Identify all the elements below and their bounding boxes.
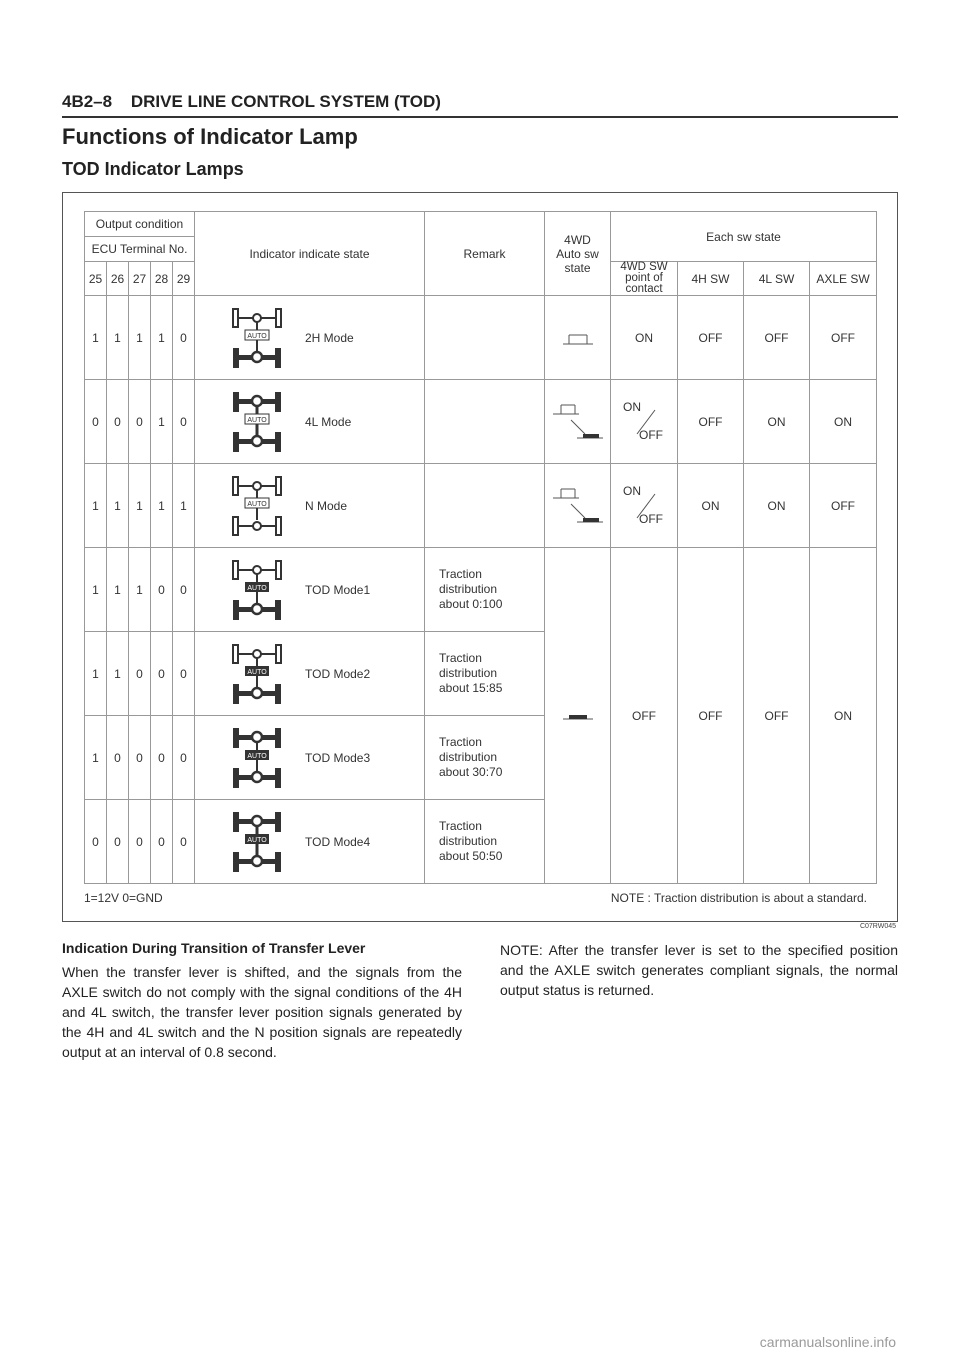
watermark: carmanualsonline.info [759, 1334, 896, 1350]
bit-cell: 1 [85, 716, 107, 800]
remark-line: Traction [439, 567, 482, 581]
bit-cell: 0 [129, 380, 151, 464]
4h-sw-cell: OFF [678, 296, 744, 380]
remark-line: about 15:85 [439, 681, 503, 695]
bit-cell: 0 [173, 632, 195, 716]
remark-line: distribution [439, 834, 498, 848]
section-title: DRIVE LINE CONTROL SYSTEM (TOD) [130, 92, 441, 111]
remark-line: distribution [439, 582, 498, 596]
4h-sw-cell: OFF [678, 548, 744, 884]
contact-line1: 4WD SW [620, 261, 668, 273]
bit-cell: 0 [85, 380, 107, 464]
table-row [85, 464, 877, 548]
auto-sw-cell [545, 548, 611, 884]
figure-code: C07RW045 [859, 923, 896, 930]
4wd-indicator-icon [231, 306, 283, 370]
bit-cell: 1 [85, 632, 107, 716]
remark-line: Traction [439, 651, 482, 665]
axle-sw-cell: OFF [810, 296, 877, 380]
bit-cell: 0 [107, 800, 129, 884]
page-header [62, 92, 441, 112]
4l-sw-cell: OFF [744, 296, 810, 380]
contact-cell: ON [611, 296, 678, 380]
4h-sw-cell: ON [678, 464, 744, 548]
4wd-auto-indicator-icon [231, 642, 283, 706]
page-title: Functions of Indicator Lamp [62, 124, 358, 149]
ecu-terminal-header: ECU Terminal No. [85, 237, 195, 262]
4wd-auto-indicator-icon [231, 726, 283, 790]
indicator-table-figure [62, 192, 898, 922]
auto-sw-state-header [545, 212, 611, 296]
header-rule [62, 116, 898, 118]
axle-sw-cell: ON [810, 380, 877, 464]
auto-sw-cell [545, 296, 611, 380]
switch-on-symbol [561, 710, 595, 722]
remark-header: Remark [425, 212, 545, 296]
indicator-state-header: Indicator indicate state [195, 212, 425, 296]
bit-cell: 0 [173, 548, 195, 632]
bit-cell: 1 [151, 380, 173, 464]
remark-cell [425, 716, 545, 800]
4wd-auto-indicator-icon [231, 810, 283, 874]
switch-off-symbol [561, 330, 595, 346]
mode-label: 2H Mode [305, 330, 354, 345]
axle-sw-cell: OFF [810, 464, 877, 548]
each-sw-state-header: Each sw state [611, 212, 877, 262]
4wd-indicator-icon [231, 474, 283, 538]
bit-cell: 0 [173, 716, 195, 800]
indicator-cell [195, 548, 425, 632]
auto-badge-label: AUTO [247, 584, 267, 592]
bit-cell: 0 [129, 716, 151, 800]
axle-sw-cell: ON [810, 548, 877, 884]
bit-cell: 0 [173, 800, 195, 884]
4wd-auto-indicator-icon [231, 558, 283, 622]
bit-cell: 1 [173, 464, 195, 548]
bit-cell: 0 [129, 800, 151, 884]
bit-cell: 1 [129, 548, 151, 632]
4l-sw-cell: ON [744, 380, 810, 464]
4h-sw-header: 4H SW [678, 262, 744, 296]
bit-cell: 0 [107, 716, 129, 800]
bit-cell: 0 [173, 380, 195, 464]
contact-cell [611, 380, 678, 464]
indicator-cell [195, 800, 425, 884]
contact-line2: point of [625, 272, 663, 284]
contact-off-label: OFF [639, 511, 663, 526]
remark-cell [425, 380, 545, 464]
remark-cell [425, 296, 545, 380]
indicator-cell [195, 464, 425, 548]
4l-sw-header: 4L SW [744, 262, 810, 296]
bit-cell: 1 [129, 296, 151, 380]
remark-line: Traction [439, 735, 482, 749]
voltage-legend: 1=12V 0=GND [84, 891, 163, 905]
table-row [85, 548, 877, 632]
contact-cell: OFF [611, 548, 678, 884]
bit-cell: 1 [107, 632, 129, 716]
bit-cell: 0 [129, 632, 151, 716]
contact-on-label: ON [623, 483, 641, 498]
table-row [85, 380, 877, 464]
contact-off-label: OFF [639, 427, 663, 442]
terminal-28: 28 [151, 262, 173, 296]
auto-sw-line2: Auto sw [556, 246, 599, 261]
auto-badge-label: AUTO [247, 836, 267, 844]
bit-cell: 0 [151, 800, 173, 884]
mode-label: N Mode [305, 498, 348, 513]
mode-label: TOD Mode1 [305, 582, 371, 597]
terminal-27: 27 [129, 262, 151, 296]
terminal-29: 29 [173, 262, 195, 296]
bit-cell: 1 [151, 464, 173, 548]
bit-cell: 1 [107, 296, 129, 380]
remark-line: distribution [439, 666, 498, 680]
auto-badge-label: AUTO [247, 416, 267, 424]
transition-heading: Indication During Transition of Transfer Lever [62, 940, 366, 956]
auto-sw-cell [545, 380, 611, 464]
mode-label: TOD Mode4 [305, 834, 371, 849]
4wd-indicator-icon [231, 390, 283, 454]
bit-cell: 0 [85, 800, 107, 884]
mode-label: TOD Mode3 [305, 750, 371, 765]
bit-cell: 0 [151, 716, 173, 800]
contact-header [611, 262, 678, 296]
transition-paragraph: When the transfer lever is shifted, and the signals from the AXLE switch do not comply with the signal conditions of the 4H and 4L switch, the transfer lever position signals generated by the 4H and 4L switch and the N position signals are repeatedly output at an interval of 0.8 second. [62, 964, 462, 1060]
bit-cell: 1 [151, 296, 173, 380]
mode-label: TOD Mode2 [305, 666, 371, 681]
table-row [85, 296, 877, 380]
remark-line: about 50:50 [439, 849, 503, 863]
bit-cell: 0 [151, 548, 173, 632]
terminal-26: 26 [107, 262, 129, 296]
remark-line: Traction [439, 819, 482, 833]
remark-cell [425, 800, 545, 884]
indicator-cell [195, 296, 425, 380]
remark-cell [425, 548, 545, 632]
switch-transition-symbol [551, 486, 605, 526]
contact-line3: contact [625, 283, 663, 295]
4l-sw-cell: ON [744, 464, 810, 548]
switch-transition-symbol [551, 402, 605, 442]
section-number: 4B2–8 [62, 92, 113, 111]
bit-cell: 1 [85, 464, 107, 548]
remark-line: about 0:100 [439, 597, 503, 611]
auto-sw-line3: state [564, 260, 591, 275]
note-paragraph: NOTE: After the transfer lever is set to the specified position and the AXLE switch generates compliant signals, the normal output status is returned. [500, 942, 898, 998]
axle-sw-header: AXLE SW [810, 262, 877, 296]
auto-badge-label: AUTO [247, 668, 267, 676]
figure-note: NOTE : Traction distribution is about a standard. [610, 891, 867, 905]
contact-cell [611, 464, 678, 548]
bit-cell: 1 [85, 296, 107, 380]
remark-cell [425, 632, 545, 716]
output-condition-header: Output condition [85, 212, 195, 237]
auto-sw-line1: 4WD [564, 232, 591, 247]
4l-sw-cell: OFF [744, 548, 810, 884]
terminal-25: 25 [85, 262, 107, 296]
mode-label: 4L Mode [305, 414, 352, 429]
bit-cell: 0 [151, 632, 173, 716]
bit-cell: 1 [107, 464, 129, 548]
bit-cell: 1 [85, 548, 107, 632]
auto-badge-label: AUTO [247, 332, 267, 340]
auto-badge-label: AUTO [247, 752, 267, 760]
bit-cell: 1 [129, 464, 151, 548]
indicator-cell [195, 632, 425, 716]
auto-sw-cell [545, 464, 611, 548]
bit-cell: 0 [107, 380, 129, 464]
contact-on-label: ON [623, 399, 641, 414]
indicator-cell [195, 716, 425, 800]
4h-sw-cell: OFF [678, 380, 744, 464]
indicator-lamp-table [84, 211, 877, 884]
remark-line: distribution [439, 750, 498, 764]
bit-cell: 1 [107, 548, 129, 632]
remark-line: about 30:70 [439, 765, 503, 779]
subheading: TOD Indicator Lamps [62, 159, 244, 179]
bit-cell: 0 [173, 296, 195, 380]
indicator-cell [195, 380, 425, 464]
remark-cell [425, 464, 545, 548]
auto-badge-label: AUTO [247, 500, 267, 508]
